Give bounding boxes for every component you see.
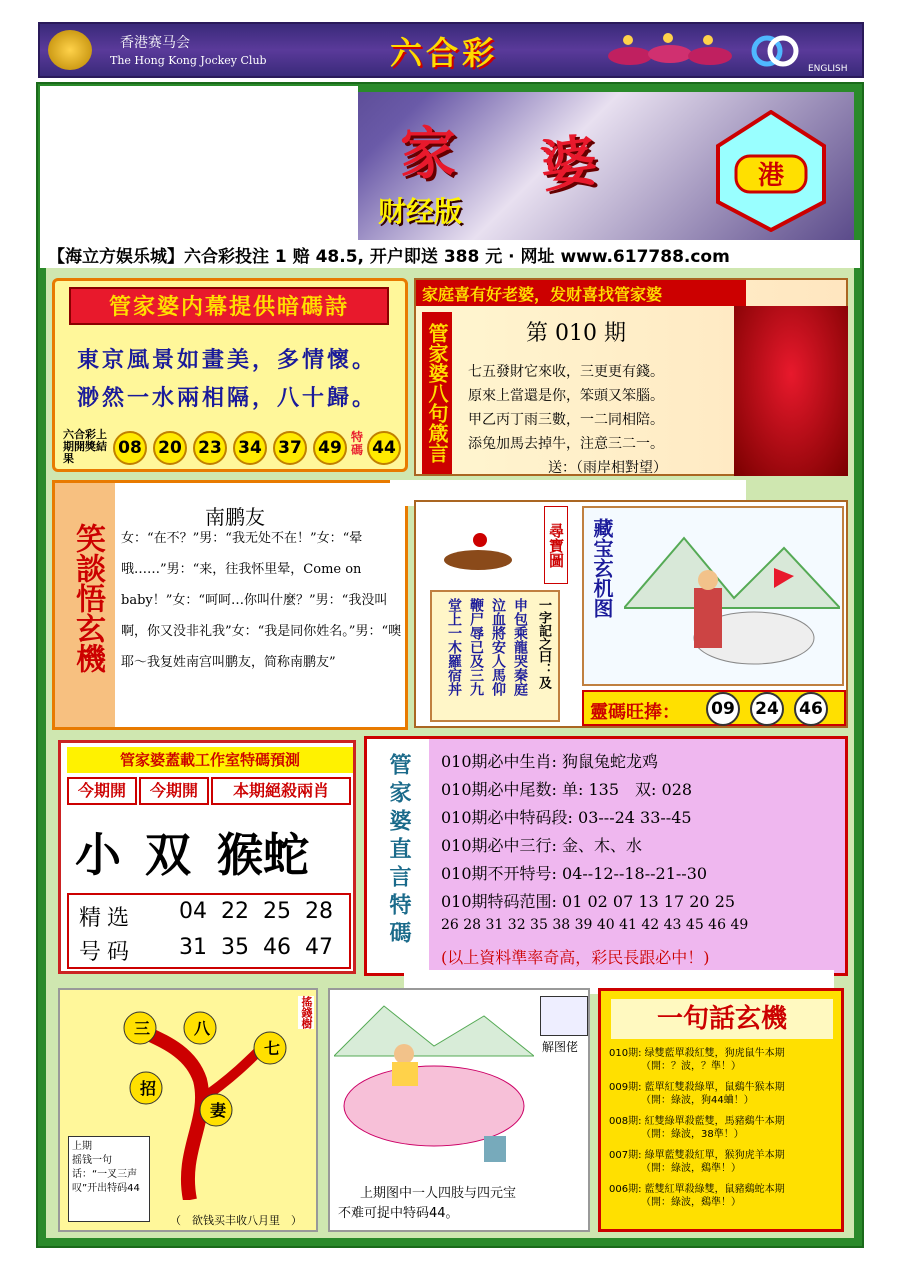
tree-caption: （ 欲钱买丰收八月里 ） — [170, 1214, 302, 1227]
lantern-icon — [706, 110, 836, 232]
eight-lines-header: 家庭喜有好老婆，发财喜找管家婆 — [416, 280, 746, 306]
scroll-head: 一字記之曰：及 — [536, 598, 551, 689]
pick-num: 35 — [221, 935, 249, 960]
direct-line: 010期必中尾数: 单: 135 双: 028 — [441, 780, 693, 799]
one-line-entry: 009期: 藍單紅雙殺綠單，鼠鷄牛猴本期 — [609, 1082, 785, 1093]
col-header: 今期開 — [139, 777, 209, 805]
pick-num: 04 — [179, 899, 207, 924]
direct-line: 010期不开特号: 04--12--18--21--30 — [441, 864, 708, 883]
lucky-label: 靈碼旺捧： — [590, 702, 680, 723]
org-name-cn: 香港赛马会 — [120, 35, 190, 51]
issue-number: 第 010 期 — [526, 321, 626, 346]
tree-ball: 七 — [264, 1039, 281, 1058]
picture-caption-2: 不难可捉中特码44。 — [338, 1206, 459, 1221]
studio-prediction-box — [58, 740, 356, 974]
scroll-line: 申包乘龍哭秦庭 — [512, 598, 528, 696]
result-ball: 23 — [193, 431, 227, 465]
scroll-line: 堂上一木羅宿丼 — [446, 598, 462, 696]
col-header: 本期絕殺兩肖 — [211, 777, 351, 805]
pred-kill: 猴蛇 — [217, 828, 309, 882]
eight-line: 原來上當還是你，笨頭又笨腦。 — [468, 388, 664, 404]
lucky-ball: 24 — [750, 692, 784, 726]
landscape-icon — [624, 518, 840, 678]
tree-ball: 八 — [194, 1019, 211, 1038]
scroll-line: 鞭尸辱已及三九 — [468, 598, 484, 696]
pick-num: 31 — [179, 935, 207, 960]
eight-line: 甲乙丙丁雨三數，一二同相陪。 — [468, 412, 664, 428]
joke-side-panel — [55, 483, 115, 727]
one-line-entry: 007期: 綠單藍雙殺紅單，猴狗虎羊本期 — [609, 1150, 785, 1161]
direct-side-panel — [367, 739, 429, 973]
ad-banner[interactable]: 【海立方娱乐城】六合彩投注 1 赔 48.5, 开户即送 388 元 · 网址 www.617788.com — [40, 240, 860, 268]
eight-lines-side: 管家婆八句箴言 — [422, 312, 452, 474]
map-title: 藏宝玄机图 — [590, 518, 614, 618]
picture-tag-icon — [540, 996, 588, 1036]
tree-note — [68, 1136, 150, 1222]
org-name-en: The Hong Kong Jockey Club — [110, 54, 267, 67]
poem-box — [52, 278, 408, 472]
banner-char-jia: 家 — [400, 121, 456, 187]
direct-line: 26 28 31 32 35 38 39 40 41 42 43 45 46 49 — [441, 917, 749, 933]
direct-side-title: 管家婆直言特碼 — [386, 753, 411, 949]
one-line-entry: （開：綠波，鷄準！） — [641, 1197, 741, 1208]
bride-image — [734, 306, 848, 476]
result-ball: 08 — [113, 431, 147, 465]
send-line: 送：（雨岸相對望） — [548, 460, 667, 476]
one-line-entry: 010期: 绿雙藍單殺紅雙，狗虎鼠牛本期 — [609, 1048, 785, 1059]
pick-num: 46 — [263, 935, 291, 960]
tree-ball: 招 — [140, 1079, 157, 1098]
direct-line: 010期特码范围: 01 02 07 13 17 20 25 — [441, 892, 736, 911]
pick-box — [67, 893, 351, 969]
one-line-entry: （開：？波，？準！） — [641, 1061, 741, 1072]
one-line-title: 一句話玄機 — [611, 999, 833, 1039]
top-header-bar — [38, 22, 864, 78]
studio-head: 管家婆蓋載工作室特碼預測 — [67, 747, 353, 773]
jockey-club-logo — [48, 30, 92, 70]
direct-line: 010期必中生肖: 狗鼠兔蛇龙鸡 — [441, 752, 659, 771]
english-link[interactable]: ENGLISH — [808, 64, 848, 74]
treasure-box — [414, 500, 848, 728]
picture-tag: 解图佬 — [542, 1040, 579, 1054]
eight-lines-box — [414, 278, 848, 476]
poem-line-1: 東京風景如畫美，多情懷。 — [77, 347, 378, 373]
tree-note-text: 摇钱一句话：“一叉三声叹”开出特码44 — [72, 1155, 140, 1194]
scroll-line: 泣血將安人馬仰 — [490, 598, 506, 696]
one-line-entry: （開：綠波，鷄準！） — [641, 1163, 741, 1174]
direct-line: 010期必中三行: 金、木、水 — [441, 836, 643, 855]
lottery-rings-icon — [750, 34, 800, 68]
tree-note-title: 上期 — [72, 1141, 92, 1152]
one-line-box — [598, 988, 844, 1232]
one-line-entry: 006期: 藍雙紅單殺綠雙，鼠豬鷄蛇本期 — [609, 1184, 785, 1195]
one-line-entry: （開：綠波，狗44蛐！） — [641, 1095, 754, 1106]
result-ball: 34 — [233, 431, 267, 465]
eight-lines-text — [468, 360, 667, 480]
blank-area — [40, 86, 358, 244]
tree-ball: 妻 — [210, 1101, 227, 1120]
picture-caption-1: 上期图中一人四肢与四元宝 — [360, 1186, 517, 1201]
tree-side: 搖錢樹 — [300, 996, 313, 1029]
poem-title: 管家婆内幕提供暗碼詩 — [69, 287, 389, 325]
poem-line-2: 渺然一水兩相隔，八十歸。 — [77, 385, 378, 411]
joke-side-title: 笑談悟玄機 — [70, 523, 105, 673]
special-label: 特碼 — [351, 430, 364, 457]
lantern-char: 港 — [757, 161, 785, 191]
col-header: 今期開 — [67, 777, 137, 805]
result-ball: 49 — [313, 431, 347, 465]
pick-row — [179, 899, 333, 924]
result-label: 六合彩上期開獎結果 — [63, 428, 107, 465]
pick-label: 号码 — [79, 940, 136, 965]
lucky-ball: 46 — [794, 692, 828, 726]
money-tree-box — [58, 988, 318, 1232]
treasure-map — [582, 506, 844, 686]
pick-num: 47 — [305, 935, 333, 960]
banner-char-po: 婆 — [536, 127, 601, 201]
pick-label: 精选 — [79, 906, 136, 931]
scroll — [430, 590, 560, 722]
horse-rider-icon — [428, 522, 528, 582]
tree-ball: 三 — [134, 1019, 151, 1038]
page-title: 六合彩 — [390, 34, 499, 72]
eight-line: 添兔加馬去掉牛，注意三二一。 — [468, 436, 664, 452]
one-line-entry: （開：綠波，38準！） — [641, 1129, 744, 1140]
pick-row — [179, 935, 333, 960]
pred-parity: 双 — [145, 828, 191, 882]
picture-scene-icon — [334, 996, 534, 1172]
result-ball: 37 — [273, 431, 307, 465]
eight-line: 七五發財它來收，三更更有錢。 — [468, 364, 664, 380]
pred-size: 小 — [75, 828, 121, 882]
direct-footer: (以上資料準率奇高，彩民長跟必中！) — [441, 948, 710, 967]
lucky-ball: 09 — [706, 692, 740, 726]
joke-body: 女：“在不？”男：“我无处不在！”女：“晕哦……”男：“来，往我怀里晕，Come on baby！”女：“呵呵…你叫什麼？”男：“我没叫啊，你又没非礼我”女：“我是同你姓名。”男：“噢耶～我复姓南宫叫鹏友，简称南鹏友” — [121, 531, 402, 670]
pick-num: 22 — [221, 899, 249, 924]
direct-box — [364, 736, 848, 976]
pick-num: 28 — [305, 899, 333, 924]
horses-icon — [600, 28, 740, 74]
special-ball: 44 — [367, 431, 401, 465]
lucky-numbers — [582, 690, 846, 726]
direct-line: 010期必中特码段: 03---24 33--45 — [441, 808, 692, 827]
picture-box — [328, 988, 590, 1232]
one-line-entry: 008期: 紅雙綠單殺藍雙，馬豬鷄牛本期 — [609, 1116, 785, 1127]
pick-num: 25 — [263, 899, 291, 924]
result-ball: 20 — [153, 431, 187, 465]
treasure-tag: 尋寶圖 — [544, 506, 568, 584]
banner-subtitle: 财经版 — [378, 195, 463, 228]
joke-box — [52, 480, 408, 730]
joke-title: 南鹏友 — [205, 505, 265, 529]
